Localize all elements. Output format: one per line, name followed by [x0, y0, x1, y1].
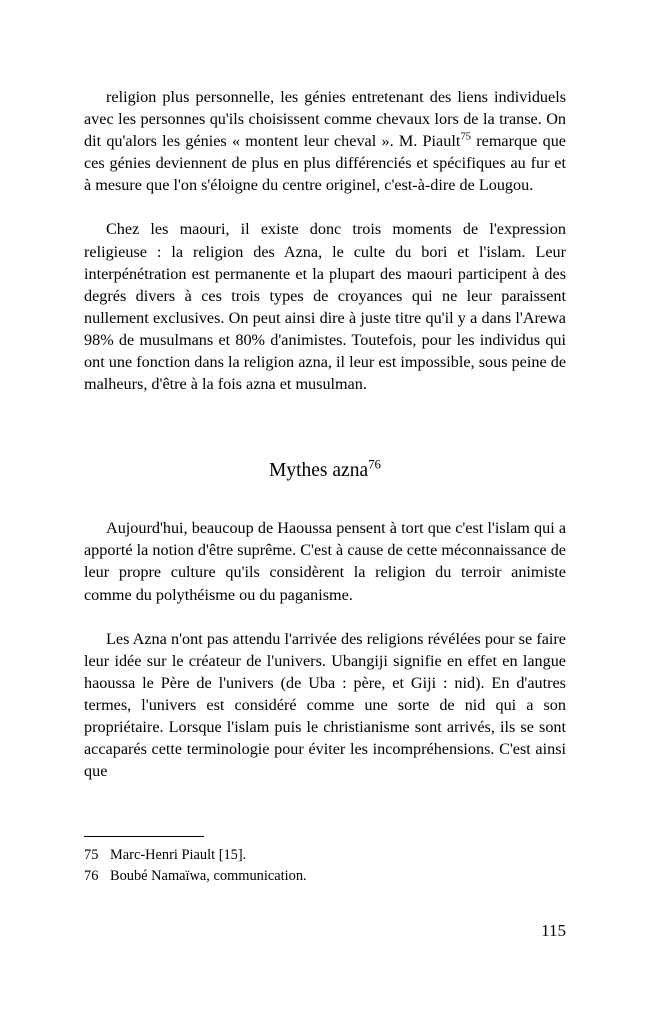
paragraph-spacer	[84, 196, 566, 218]
paragraph-4: Les Azna n'ont pas attendu l'arrivée des religions révélées pour se faire leur idée sur le créateur de l'univers. Ubangiji signifie en effet en langue haoussa le Père de l'univers (de Uba : père, et Giji : nid). En d'autres termes, l'univers est considéré comme une sorte de nid qui a son propriétaire. Lorsque l'islam puis le christianisme sont arrivés, ils se sont accaparés cette terminologie pour éviter les incompréhensions. C'est ainsi que	[84, 629, 566, 781]
footnote-75-number: 75	[84, 847, 99, 863]
paragraph-3: Aujourd'hui, beaucoup de Haoussa pensent à tort que c'est l'islam qui a apporté la notion d'être suprême. C'est à cause de cette méconnaissance de leur propre culture qu'ils considèrent la religion du terroir animiste comme du polythéisme ou du paganisme.	[84, 519, 566, 604]
footnote-76-text: Boubé Namaïwa, communication.	[110, 867, 307, 884]
paragraph-1-text: religion plus personnelle, les génies entretenant des liens individuels avec les personnes qu'ils choisissent comme chevaux lors de la transe. On dit qu'alors les génies « montent leur cheval ». M. Piault	[84, 88, 566, 151]
page-number: 115	[541, 921, 566, 940]
heading-spacer-above	[84, 395, 566, 459]
section-heading	[84, 459, 566, 483]
footnote-marker-75[interactable]: 75	[460, 130, 472, 143]
page-body-text	[84, 86, 566, 782]
paragraph-1	[84, 86, 566, 196]
footnote-marker-76[interactable]: 76	[368, 457, 381, 472]
footnote-75-text: Marc-Henri Piault [15].	[110, 847, 247, 863]
footnote-76-number: 76	[84, 867, 99, 884]
section-heading-title: Mythes azna	[269, 460, 369, 482]
footnote-76	[84, 866, 566, 887]
footnote-75	[84, 845, 566, 866]
paragraph-spacer-2	[84, 606, 566, 628]
heading-spacer-below	[84, 483, 566, 517]
paragraph-2: Chez les maouri, il existe donc trois moments de l'expression religieuse : la religion des Azna, le culte du bori et l'islam. Leur interpénétration est permanente et la plupart des maouri participent à des degrés divers à ces trois types de croyances qui ne leur paraissent nullement exclusives. On peut ainsi dire à juste titre qu'il y a dans l'Arewa 98% de musulmans et 80% d'animistes. Toutefois, pour les individus qui ont une fonction dans la religion azna, il leur est impossible, sous peine de malheurs, d'être à la fois azna et musulman.	[84, 220, 566, 394]
paragraph-1-text-continued: remarque que ces génies deviennent de plus en plus différenciés et spécifiques au fur et à mesure que l'on s'éloigne du centre originel, c'est-à-dire de Lougou.	[84, 132, 566, 195]
footnote-separator-rule	[84, 836, 204, 837]
footnotes-section	[84, 836, 566, 886]
